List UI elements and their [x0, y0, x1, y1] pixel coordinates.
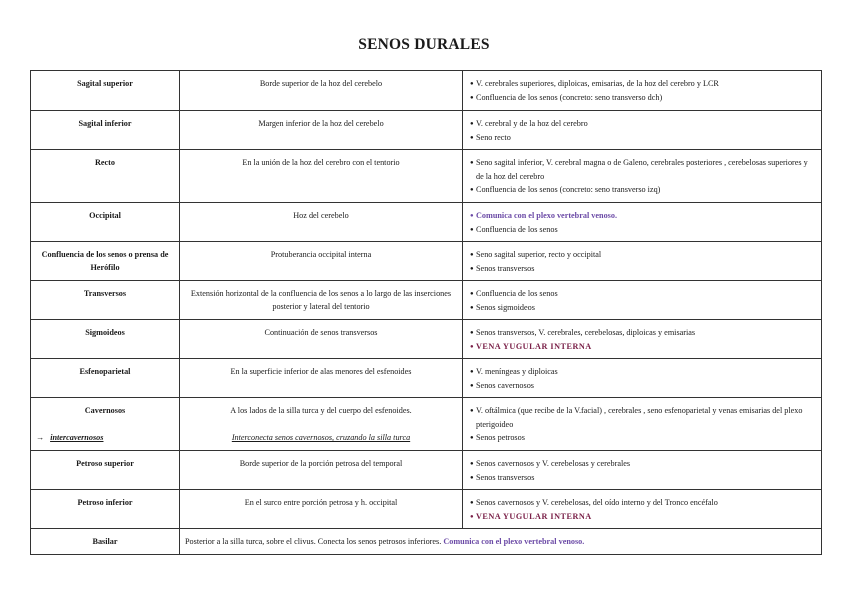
arrow-right-icon: →	[36, 433, 45, 442]
row-name: Sigmoideos	[31, 320, 180, 359]
table-row	[31, 203, 822, 242]
table-row	[31, 490, 822, 529]
bullet-item: ● Senos cavernosos y V. cerebelosas, del oído interno y del Tronco encéfalo	[468, 496, 816, 510]
row-name: Sagital inferior	[31, 111, 180, 150]
row-drainage	[463, 320, 822, 359]
location-note: Interconecta senos cavernosos, cruzando la silla turca	[231, 433, 411, 442]
row-location: En la superficie inferior de alas menores del esfenoides	[180, 359, 463, 398]
row-drainage	[463, 111, 822, 150]
row-location: Protuberancia occipital interna	[180, 242, 463, 281]
row-location: Borde superior de la porción petrosa del temporal	[180, 451, 463, 490]
table-row	[31, 71, 822, 111]
bullet-item: ● Comunica con el plexo vertebral venoso.	[468, 209, 816, 223]
bullet-item: ● Senos cavernosos y V. cerebelosas y cerebrales	[468, 457, 816, 471]
row-location: Hoz del cerebelo	[180, 203, 463, 242]
table-row	[31, 281, 822, 320]
intercavernosos-note: → intercavernosos	[36, 433, 104, 442]
row-name: Petroso superior	[31, 451, 180, 490]
table-row	[31, 111, 822, 150]
bullet-item: ● VENA YUGULAR INTERNA	[468, 340, 816, 354]
row-drainage	[463, 203, 822, 242]
bullet-item: ● Senos transversos, V. cerebrales, cerebelosas, diploicas y emisarias	[468, 326, 816, 340]
row-location	[180, 398, 463, 451]
row-name: Transversos	[31, 281, 180, 320]
bullet-item: ● Senos cavernosos	[468, 379, 816, 393]
bullet-item: ● Seno sagital superior, recto y occipital	[468, 248, 816, 262]
row-name: Recto	[31, 150, 180, 203]
row-drainage	[463, 281, 822, 320]
bullet-item: ● Seno recto	[468, 131, 816, 145]
table-row	[31, 451, 822, 490]
row-location: En la unión de la hoz del cerebro con el tentorio	[180, 150, 463, 203]
bullet-item: ● V. meníngeas y diploicas	[468, 365, 816, 379]
row-drainage	[463, 150, 822, 203]
row-drainage	[463, 490, 822, 529]
bullet-item: ● Senos transversos	[468, 471, 816, 485]
row-location-text: A los lados de la silla turca y del cuerpo del esfenoides.	[230, 406, 412, 415]
bullet-item: ● Confluencia de los senos	[468, 223, 816, 237]
row-name: Basilar	[31, 529, 180, 555]
row-location: Borde superior de la hoz del cerebelo	[180, 71, 463, 111]
row-name	[31, 398, 180, 451]
table-row	[31, 529, 822, 555]
row-name: Petroso inferior	[31, 490, 180, 529]
row-location: En el surco entre porción petrosa y h. occipital	[180, 490, 463, 529]
bullet-item: ● Confluencia de los senos	[468, 287, 816, 301]
row-location: Margen inferior de la hoz del cerebelo	[180, 111, 463, 150]
senos-table	[30, 70, 822, 555]
row-name-text: Cavernosos	[84, 406, 126, 415]
row-drainage	[463, 71, 822, 111]
bullet-item: ● V. oftálmica (que recibe de la V.facial) , cerebrales , seno esfenoparietal y venas emisarias del plexo pterigoideo	[468, 404, 816, 431]
bullet-item: ● Senos transversos	[468, 262, 816, 276]
table-row	[31, 242, 822, 281]
bullet-item: ● Senos sigmoideos	[468, 301, 816, 315]
table-row	[31, 150, 822, 203]
bullet-item: ● Confluencia de los senos (concreto: seno transverso izq)	[468, 183, 816, 197]
bullet-item: ● V. cerebral y de la hoz del cerebro	[468, 117, 816, 131]
row-name: Occipital	[31, 203, 180, 242]
table-row	[31, 398, 822, 451]
row-name: Confluencia de los senos o prensa de Herófilo	[31, 242, 180, 281]
basilar-text: Posterior a la silla turca, sobre el clivus. Conecta los senos petrosos inferiores.	[185, 537, 442, 546]
page-title: SENOS DURALES	[358, 36, 490, 53]
row-location: Continuación de senos transversos	[180, 320, 463, 359]
row-name: Sagital superior	[31, 71, 180, 111]
bullet-item: ● Senos petrosos	[468, 431, 816, 445]
row-drainage	[463, 398, 822, 451]
bullet-item: ● Seno sagital inferior, V. cerebral magna o de Galeno, cerebrales posteriores , cerebelosas superiores y de la hoz del cerebro	[468, 156, 816, 183]
table-row	[31, 320, 822, 359]
row-drainage	[463, 242, 822, 281]
basilar-highlight: Comunica con el plexo vertebral venoso.	[443, 537, 585, 546]
row-name: Esfenoparietal	[31, 359, 180, 398]
table-row	[31, 359, 822, 398]
bullet-item: ● VENA YUGULAR INTERNA	[468, 510, 816, 524]
row-location: Extensión horizontal de la confluencia de los senos a lo largo de las inserciones posterior y lateral del tentorio	[180, 281, 463, 320]
row-description	[180, 529, 822, 555]
bullet-item: ● V. cerebrales superiores, diploicas, emisarias, de la hoz del cerebro y LCR	[468, 77, 816, 91]
row-drainage	[463, 359, 822, 398]
row-drainage	[463, 451, 822, 490]
bullet-item: ● Confluencia de los senos (concreto: seno transverso dch)	[468, 91, 816, 105]
